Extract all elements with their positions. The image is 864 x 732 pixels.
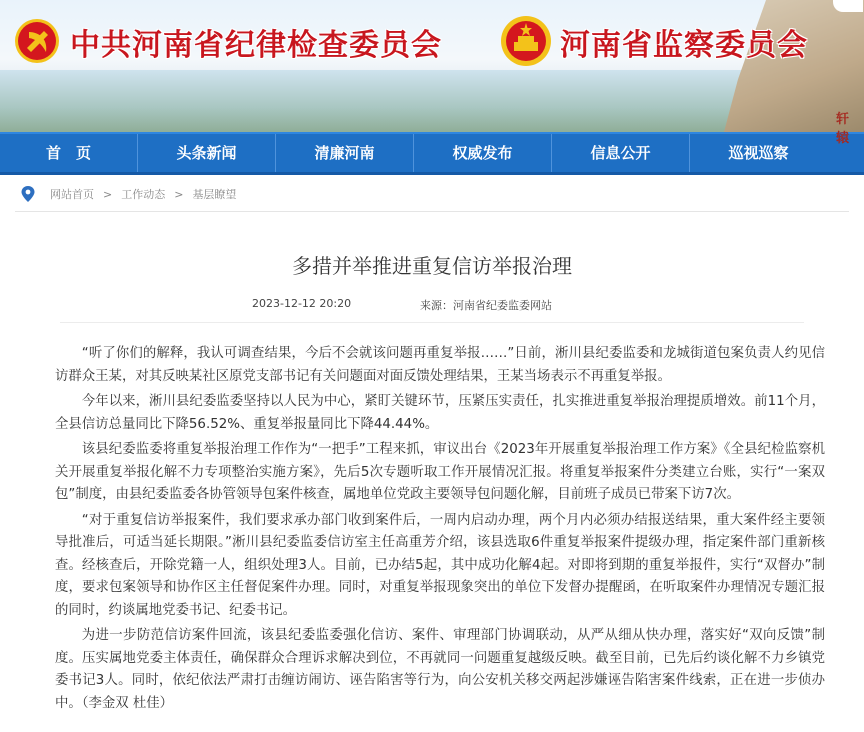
breadcrumb-divider	[15, 211, 849, 212]
breadcrumb-separator: >	[103, 187, 113, 201]
org-title-commission: 中共河南省纪律检查委员会	[70, 28, 442, 63]
breadcrumb-work-news[interactable]: 工作动态	[121, 188, 166, 201]
banner-text: 轩 辕	[836, 112, 850, 146]
article-paragraph: “对于重复信访举报案件，我们要求承办部门收到案件后，一周内启动办理，两个月内必须办结报送结果，重大案件经主要领导批准后，可适当延长期限。”淅川县纪委监委信访室主任高重芳介绍，该县选取6件重复举报案件提级办理，指定案件部门重新核查。经核查后，开除党籍一人，组织处理3人。目前，已办结5起，其中成功化解4起。对即将到期的重复举报件，实行“双督办”制度，要求包案领导和协作区主任督促案件办理。同时，对重复举报现象突出的单位下发督办提醒函，在听取案件办理情况专题汇报的同时，约谈属地党委书记、纪委书记。	[55, 512, 825, 618]
article-paragraph: 该县纪委监委将重复举报治理工作作为“一把手”工程来抓，审议出台《2023年开展重复举报治理工作方案》《全县纪检监察机关开展重复举报化解不力专项整治实施方案》，先后5次专题听取工作开展情况汇报。将重复举报案件分类建立台账，实行“一案双包”制度，由县纪委监委各协管领导包案件核查，属地单位党政主要领导包问题化解，目前班子成员已带案下访7次。	[55, 442, 825, 502]
breadcrumb-home[interactable]: 网站首页	[50, 188, 94, 201]
meta-divider	[60, 322, 804, 323]
article-date: 2023-12-12 20:20	[252, 297, 352, 310]
national-emblem-icon	[500, 14, 552, 68]
article-paragraph: 为进一步防范信访案件回流，该县纪委监委强化信访、案件、审理部门协调联动，从严从细从快办理，落实好“双向反馈”制度。压实属地党委主体责任，确保群众合理诉求解决到位，不再就同一问题重复越级反映。截至目前，已先后约谈化解不力乡镇党委书记3人。同时，依纪依法严肃打击缠访闹访、诬告陷害等行为，向公安机关移交两起涉嫌诬告陷害案件线索，正在进一步侦办中。（李金双 杜佳）	[55, 628, 825, 711]
nav-item-home[interactable]: 首 页	[0, 134, 138, 172]
location-pin-icon	[20, 185, 36, 203]
article-title: 多措并举推进重复信访举报治理	[292, 254, 572, 278]
article-paragraph: 今年以来，淅川县纪委监委坚持以人民为中心，紧盯关键环节，压紧压实责任，扎实推进重复举报治理提质增效。前11个月，全县信访总量同比下降56.52%、重复举报量同比下降44.44%。	[55, 394, 825, 432]
breadcrumb-grassroots[interactable]: 基层瞭望	[192, 188, 237, 201]
breadcrumb-separator: >	[174, 187, 184, 201]
nav-item-releases[interactable]: 权威发布	[414, 134, 552, 172]
nav-item-inspection[interactable]: 巡视巡察	[728, 144, 789, 162]
article-source: 来源：河南省纪委监委网站	[420, 299, 552, 312]
article-body	[55, 343, 825, 718]
site-banner	[0, 0, 864, 146]
breadcrumb	[20, 185, 236, 203]
nav-item-clean-henan[interactable]: 清廉河南	[276, 134, 414, 172]
nav-item-disclosure[interactable]: 信息公开	[552, 134, 690, 172]
main-nav	[0, 132, 864, 175]
nav-item-headlines[interactable]: 头条新闻	[138, 134, 276, 172]
party-emblem-icon	[14, 18, 60, 64]
org-title-supervision: 河南省监察委员会	[560, 28, 808, 63]
article-paragraph: “听了你们的解释，我认可调查结果，今后不会就该问题再重复举报……”日前，淅川县纪委监委和龙城街道包案负责人约见信访群众王某，对其反映某社区原党支部书记有关问题面对面反馈处理结果，王某当场表示不再重复举报。	[55, 346, 825, 384]
banner-corner	[833, 0, 863, 12]
